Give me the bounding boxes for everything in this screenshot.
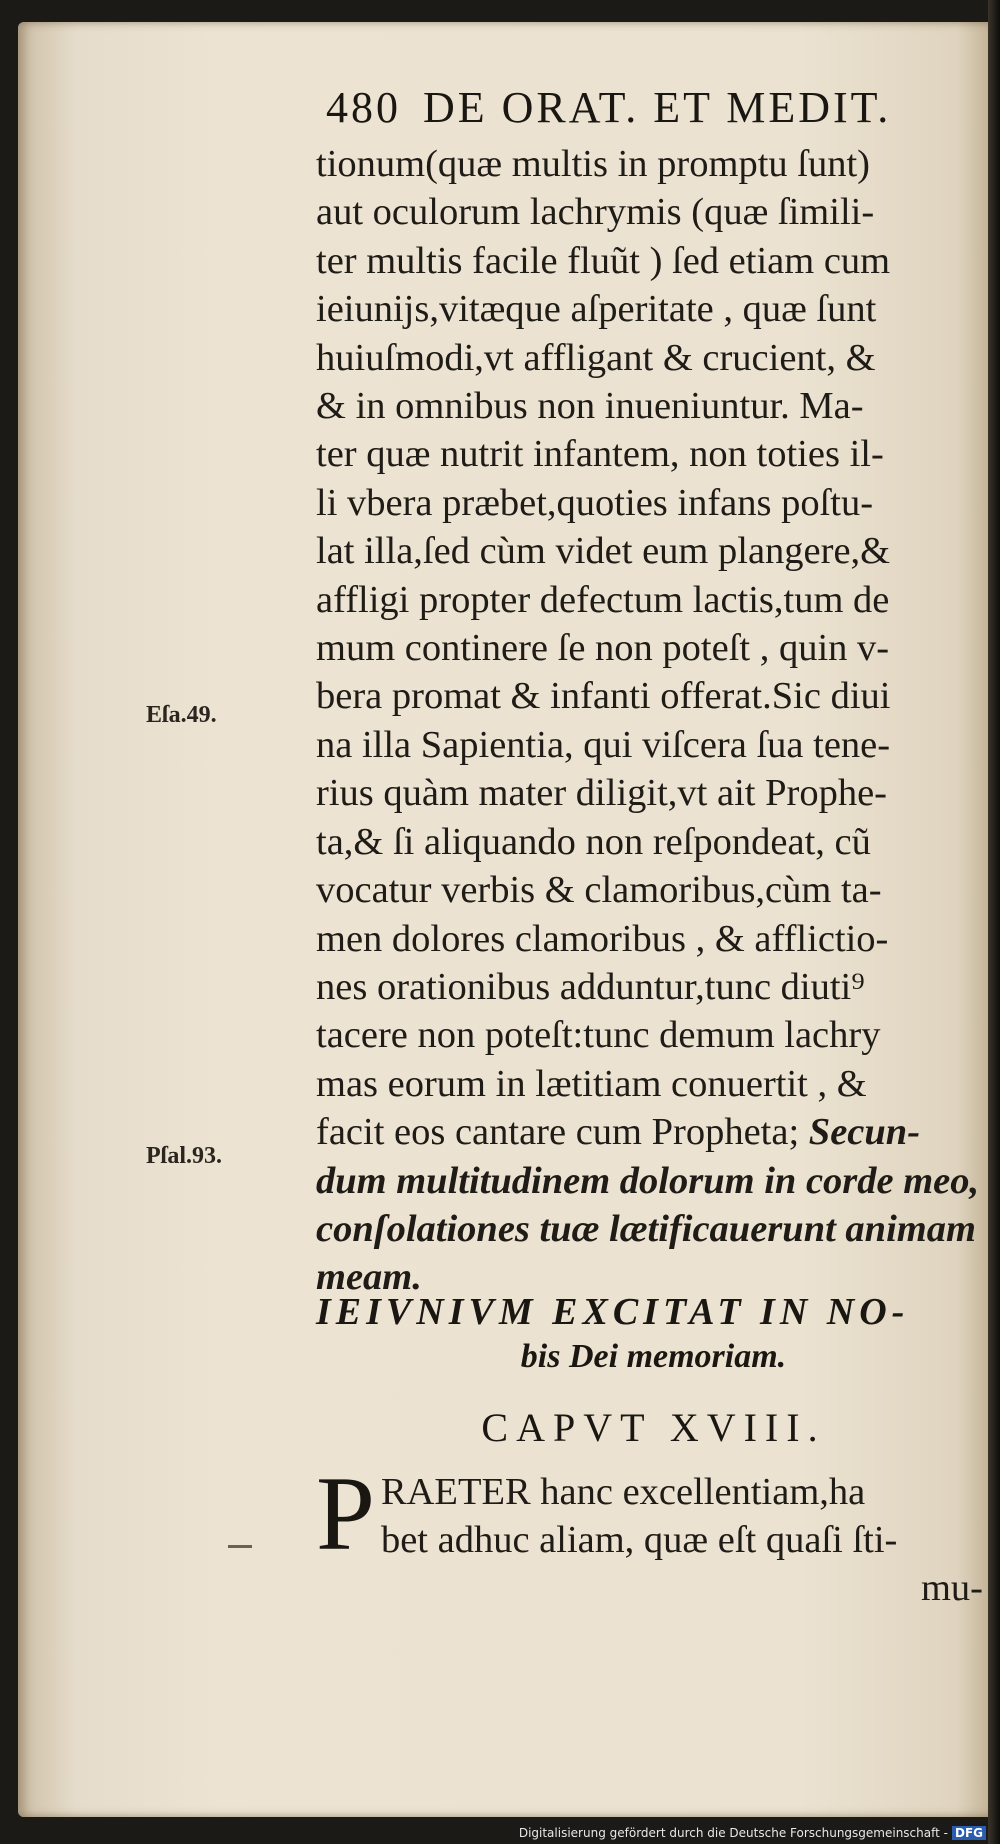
text-line: na illa Sapientia, qui viſcera ſua tene- <box>316 723 891 766</box>
text-line: aut oculorum lachrymis (quæ ſimili- <box>316 191 875 234</box>
running-title: DE ORAT. ET MEDIT. <box>423 83 892 132</box>
text-line: mum continere ſe non poteſt , quin v- <box>316 627 890 670</box>
catchword: mu- <box>920 1567 983 1609</box>
digitization-footer <box>519 1826 986 1840</box>
quotation-line: meam. <box>316 1256 422 1299</box>
page-number: 480 <box>326 83 401 132</box>
text-line: bet adhuc aliam, quæ eſt quaſi ſti- <box>380 1519 898 1561</box>
text-line: lat illa,ſed cùm videt eum plangere,& <box>316 530 891 573</box>
text-line: ter quæ nutrit infantem, non toties il- <box>316 433 884 476</box>
text-line: nes orationibus adduntur,tunc diuti⁹ <box>316 965 865 1008</box>
footer-text: Digitalisierung gefördert durch die Deutsche Forschungsgemeinschaft - <box>518 1826 948 1840</box>
text-line: mas eorum in lætitiam conuertit , & <box>316 1062 867 1105</box>
margin-note: Eſa.49. <box>146 702 217 728</box>
margin-note: Pſal.93. <box>146 1143 222 1169</box>
text-line: men dolores clamoribus , & afflictio- <box>316 917 889 960</box>
text-line: & in omnibus non inueniuntur. Ma- <box>316 385 864 428</box>
drop-capital: P <box>316 1455 375 1572</box>
text-line: li vbera præbet,quoties infans poſtu- <box>316 481 874 524</box>
section-heading <box>316 1290 991 1376</box>
dfg-logo: DFG <box>952 1826 986 1840</box>
text-line: rius quàm mater diligit,vt ait Prophe- <box>316 772 887 815</box>
quotation-start: Secun- <box>808 1111 921 1154</box>
section-heading-line: bis Dei memoriam. <box>520 1338 787 1375</box>
text-line: vocatur verbis & clamoribus,cùm ta- <box>316 869 882 912</box>
chapter-text <box>316 1455 991 1612</box>
text-line: RAETER hanc excellentiam,ha <box>380 1471 866 1513</box>
text-line: bera promat & infanti offerat.Sic diui <box>316 675 891 718</box>
text-line <box>316 1108 991 1156</box>
quotation-line: conſolationes tuæ lætificauerunt animam <box>316 1207 976 1250</box>
text-line: affligi propter defectum lactis,tum de <box>316 578 890 621</box>
text-line: ter multis facile fluũt ) ſed etiam cum <box>316 239 891 282</box>
text-line: tacere non poteſt:tunc demum lachry <box>316 1014 881 1057</box>
quotation-line: dum multitudinem dolorum in corde meo, <box>316 1159 980 1202</box>
text-line: huiuſmodi,vt affligant & crucient, & <box>316 336 876 379</box>
body-text <box>316 140 991 1302</box>
text-line: tionum(quæ multis in promptu ſunt) <box>316 143 870 185</box>
text-line: ta,& ſi aliquando non reſpondeat, cũ <box>316 820 871 863</box>
text-line: ieiunijs,vitæque aſperitate , quæ ſunt <box>316 288 877 331</box>
section-heading-line: IEIVNIVM EXCITAT IN NO- <box>316 1291 910 1333</box>
running-head <box>326 82 986 133</box>
chapter-title: CAPVT XVIII. <box>481 1405 826 1450</box>
text-line-roman: facit eos cantare cum Propheta; <box>316 1111 800 1154</box>
margin-dash <box>228 1545 252 1548</box>
